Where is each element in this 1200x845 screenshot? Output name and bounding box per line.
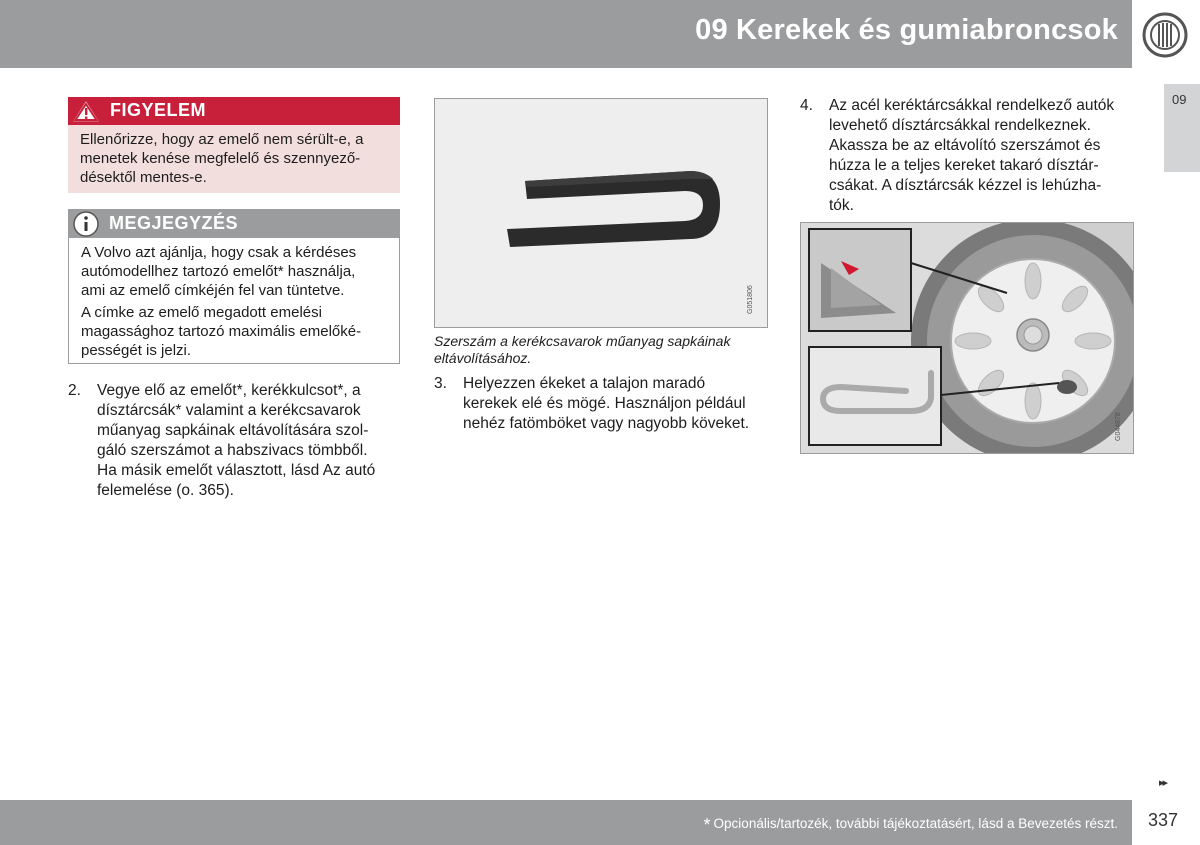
header-icon-box bbox=[1132, 0, 1200, 68]
figure-caption bbox=[434, 333, 764, 367]
step-line: kerekek elé és mögé. Használjon például bbox=[463, 395, 746, 412]
note-line: pességét is jelzi. bbox=[81, 342, 192, 359]
warning-line: désektől mentes-e. bbox=[80, 169, 207, 186]
hubcap-figure bbox=[800, 222, 1134, 454]
chapter-tab-label: 09 bbox=[1172, 92, 1187, 107]
step-line: felemelése (o. 365). bbox=[97, 482, 234, 499]
note-box bbox=[68, 209, 400, 364]
note-line: magassághoz tartozó maximális emelőké- bbox=[81, 323, 362, 340]
note-paragraph bbox=[81, 243, 391, 300]
tire-icon bbox=[1142, 12, 1188, 58]
tool-figure bbox=[434, 98, 768, 328]
step-line: csákat. A dísztárcsák kézzel is lehúzha- bbox=[829, 177, 1102, 194]
step-text bbox=[97, 381, 375, 501]
step-line: gáló szerszámot a habszivacs tömbből. bbox=[97, 442, 368, 459]
note-paragraph bbox=[81, 303, 391, 360]
step-line: húzza le a teljes kereket takaró dísztár- bbox=[829, 157, 1099, 174]
note-line: A Volvo azt ajánlja, hogy csak a kérdéses bbox=[81, 244, 357, 261]
warning-line: Ellenőrizze, hogy az emelő nem sérült-e, a bbox=[80, 131, 364, 148]
step-line: Akassza be az eltávolító szerszámot és bbox=[829, 137, 1101, 154]
step-line: Az acél keréktárcsákkal rendelkező autók bbox=[829, 97, 1115, 114]
info-icon bbox=[71, 210, 101, 238]
page-number: 337 bbox=[1148, 810, 1179, 830]
footer-note bbox=[704, 815, 1118, 836]
figure-code: G051806 bbox=[747, 285, 754, 314]
caption-line: Szerszám a kerékcsavarok műanyag sapkáinak bbox=[434, 333, 731, 349]
figure-code: G044878 bbox=[1115, 412, 1122, 441]
note-label: MEGJEGYZÉS bbox=[109, 213, 239, 233]
step-line: nehéz fatömböket vagy nagyobb köveket. bbox=[463, 415, 750, 432]
footer-note-text: Opcionális/tartozék, további tájékoztatásért, lásd a Bevezetés részt. bbox=[713, 816, 1118, 831]
step-text bbox=[829, 96, 1114, 216]
note-line: autómodellhez tartozó emelőt* használja, bbox=[81, 263, 356, 280]
warning-header bbox=[68, 97, 400, 125]
warning-text bbox=[80, 130, 392, 187]
step-text bbox=[463, 374, 749, 434]
footer-star: * bbox=[703, 815, 711, 835]
step-line: levehető dísztárcsákkal rendelkeznek. bbox=[829, 117, 1091, 134]
step-line: Ha másik emelőt választott, lásd Az autó bbox=[97, 462, 376, 479]
removal-tool-image bbox=[435, 99, 767, 327]
step-number: 3. bbox=[434, 375, 447, 392]
next-page-icon[interactable]: ▸▸ bbox=[1159, 777, 1167, 789]
caption-line: eltávolításához. bbox=[434, 350, 532, 366]
page-title: 09 Kerekek és gumiabroncsok bbox=[695, 14, 1118, 46]
step-number: 2. bbox=[68, 382, 81, 399]
step-line: dísztárcsák* valamint a kerékcsavarok bbox=[97, 402, 361, 419]
warning-label: FIGYELEM bbox=[110, 100, 207, 120]
step-number: 4. bbox=[800, 97, 813, 114]
warning-triangle-icon bbox=[70, 98, 102, 124]
step-line: Helyezzen ékeket a talajon maradó bbox=[463, 375, 706, 392]
note-header bbox=[69, 210, 399, 238]
step-line: tók. bbox=[829, 197, 854, 214]
hubcap-removal-image bbox=[801, 223, 1133, 453]
warning-line: menetek kenése megfelelő és szennyező- bbox=[80, 150, 361, 167]
step-line: műanyag sapkáinak eltávolítására szol- bbox=[97, 422, 369, 439]
step-line: Vegye elő az emelőt*, kerékkulcsot*, a bbox=[97, 382, 361, 399]
chapter-tab[interactable] bbox=[1164, 84, 1200, 172]
note-line: ami az emelő címkéjén fel van tüntetve. bbox=[81, 282, 345, 299]
note-line: A címke az emelő megadott emelési bbox=[81, 304, 322, 321]
warning-box bbox=[68, 97, 400, 193]
